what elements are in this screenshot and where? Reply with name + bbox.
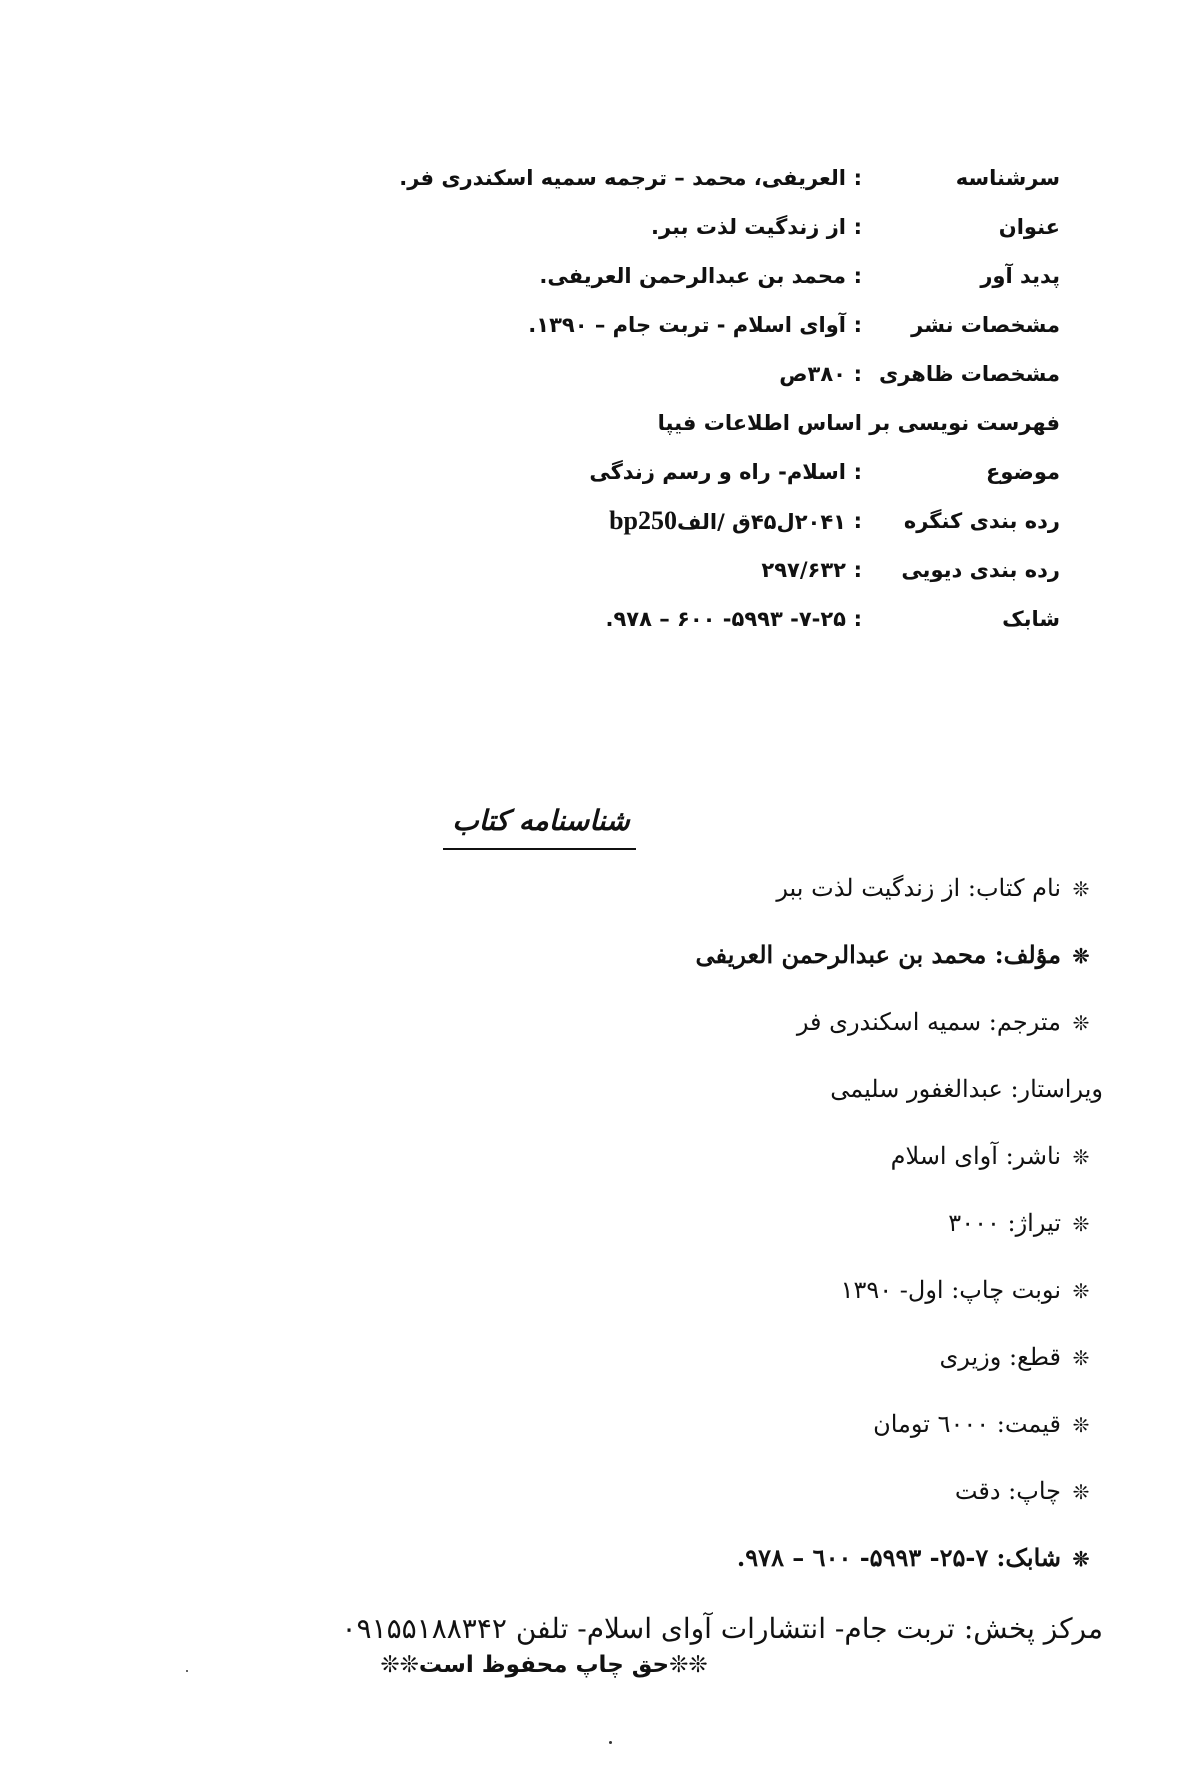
book-id-text: تیراژ: ۳۰۰۰ [948, 1209, 1061, 1237]
book-id-item-author [293, 933, 1093, 1000]
book-id-item-print-run [293, 1201, 1093, 1268]
cip-colon: : [853, 558, 862, 582]
cip-value: از زندگیت لذت ببر. [651, 215, 846, 239]
copyright-notice: ❊❊حق چاپ محفوظ است❊❊ [380, 1652, 708, 1678]
cip-colon: : [853, 264, 862, 288]
cip-row-subject [340, 452, 1060, 501]
cip-row-dewey-classification [340, 550, 1060, 599]
cip-value: العریفی، محمد – ترجمه سمیه اسکندری فر. [399, 166, 846, 190]
asterisk-icon: ❊ [1072, 1413, 1090, 1437]
scan-speck [186, 1670, 188, 1672]
cip-value: محمد بن عبدالرحمن العریفی. [539, 264, 846, 288]
cip-label: سرشناسه [955, 166, 1060, 190]
cip-label: مشخصات ظاهری [878, 362, 1060, 386]
book-id-heading: شناسنامه کتاب [452, 804, 630, 837]
asterisk-icon: ❊ [1072, 1212, 1090, 1236]
cip-colon: : [853, 362, 862, 386]
book-id-text: قیمت: ٦٠٠٠ تومان [873, 1410, 1061, 1438]
book-id-item-title [293, 866, 1093, 933]
book-id-text: مترجم: سمیه اسکندری فر [796, 1008, 1061, 1036]
book-id-item-editor [293, 1067, 1103, 1134]
cip-colon: : [853, 460, 862, 484]
asterisk-icon: ❊ [1072, 1346, 1090, 1370]
book-id-text: مؤلف: محمد بن عبدالرحمن العریفی [695, 940, 1061, 969]
cip-value: ۲۹۷/۶۳۲ [761, 558, 846, 582]
book-id-text: چاپ: دقت [954, 1477, 1061, 1505]
cip-colon: : [853, 607, 862, 631]
book-id-text: قطع: وزیری [939, 1343, 1061, 1371]
asterisk-icon: ❊ [1072, 1145, 1090, 1169]
cip-value [609, 501, 846, 542]
cip-colon: : [853, 313, 862, 337]
cip-value: ۷-۲۵- ۵۹۹۳- ۶۰۰ – ۹۷۸. [605, 607, 846, 631]
cip-label: مشخصات نشر [911, 313, 1060, 337]
book-id-text: نام کتاب: از زندگیت لذت ببر [776, 874, 1061, 902]
asterisk-icon: ❊ [1072, 877, 1090, 901]
book-id-text: شابک: ۷-۲۵- ۵۹۹۳- ٦٠٠ – ۹۷۸. [736, 1543, 1061, 1572]
book-id-item-publisher [293, 1134, 1093, 1201]
cip-row-physical-description [340, 354, 1060, 403]
book-id-text: ویراستار: عبدالغفور سلیمی [830, 1075, 1103, 1103]
cip-row-isbn [340, 599, 1060, 648]
cip-note: فهرست نویسی بر اساس اطلاعات فیپا [657, 411, 1060, 435]
cip-row-publication [340, 305, 1060, 354]
book-id-item-translator [293, 1000, 1093, 1067]
cip-label: موضوع [986, 460, 1060, 484]
book-id-item-edition [293, 1268, 1093, 1335]
cataloging-in-publication-block [340, 158, 1060, 648]
asterisk-icon: ❊ [1072, 944, 1090, 968]
asterisk-icon: ❊ [1072, 1480, 1090, 1504]
cip-colon: : [853, 166, 862, 190]
heading-underline [443, 848, 636, 850]
book-id-text: ناشر: آوای اسلام [890, 1142, 1061, 1170]
book-id-item-printer [293, 1469, 1093, 1536]
distribution-center-line: مرکز پخش: تربت جام- انتشارات آوای اسلام- تلفن ۰۹۱۵۵۱۸۸۳۴۲ [341, 1612, 1103, 1645]
asterisk-icon: ❊ [1072, 1547, 1090, 1571]
cip-row-title [340, 207, 1060, 256]
scan-speck [609, 1741, 612, 1744]
cip-label: رده بندی دیویی [901, 558, 1060, 582]
cip-value-latin: bp250 [609, 506, 677, 535]
book-id-item-price [293, 1402, 1093, 1469]
cip-label: رده بندی کنگره [903, 509, 1060, 533]
cip-value: اسلام- راه و رسم زندگی [589, 460, 846, 484]
cip-row-main-entry [340, 158, 1060, 207]
cip-value: آوای اسلام - تربت جام – ۱۳۹۰. [528, 313, 846, 337]
cip-label: عنوان [998, 215, 1060, 239]
book-id-item-isbn [293, 1536, 1093, 1603]
cip-value: ۳۸۰ص [779, 362, 846, 386]
book-id-item-format [293, 1335, 1093, 1402]
book-id-text: نوبت چاپ: اول- ۱۳۹۰ [840, 1276, 1061, 1304]
cip-row-lc-classification [340, 501, 1060, 550]
asterisk-icon: ❊ [1072, 1011, 1090, 1035]
cip-row-fipa-note [340, 403, 1060, 452]
cip-colon: : [853, 509, 862, 533]
book-id-list [293, 866, 1103, 1603]
cip-row-creator [340, 256, 1060, 305]
cip-label: شابک [1002, 607, 1060, 631]
cip-value-persian: ۲۰۴۱ل۴۵ق /الف [676, 510, 846, 534]
cip-colon: : [853, 215, 862, 239]
asterisk-icon: ❊ [1072, 1279, 1090, 1303]
cip-label: پدید آور [980, 264, 1060, 288]
